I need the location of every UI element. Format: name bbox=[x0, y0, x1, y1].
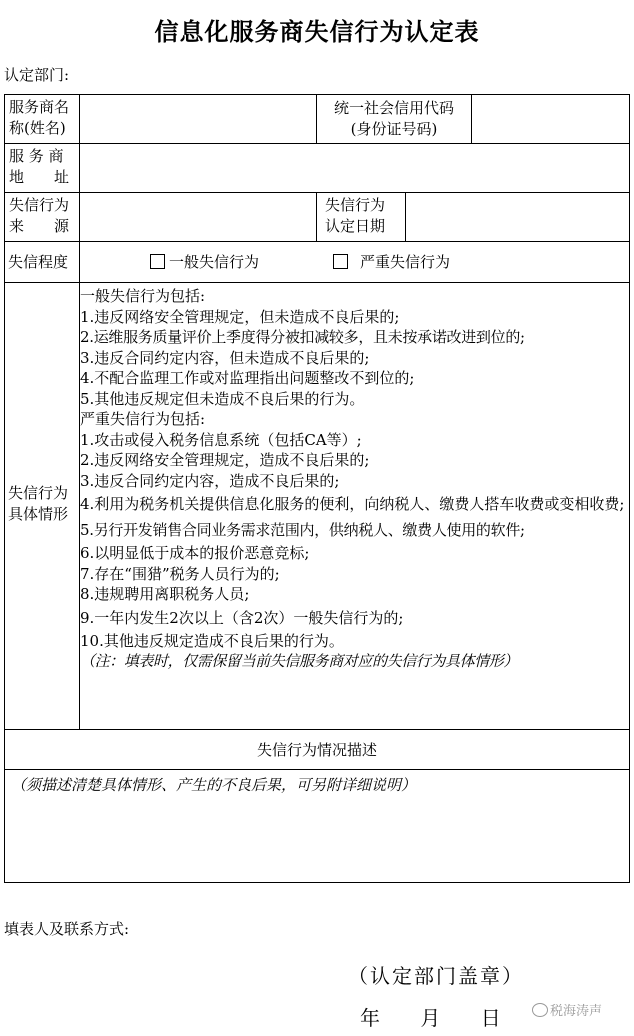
serious-item: 2.违反网络安全管理规定，造成不良后果的; bbox=[80, 451, 370, 469]
checkbox-general-box[interactable] bbox=[150, 254, 165, 269]
desc-value-cell[interactable] bbox=[4, 769, 630, 883]
degree-options-cell bbox=[79, 241, 630, 283]
date-label-line2: 认定日期 bbox=[325, 217, 386, 235]
credit-value-cell[interactable] bbox=[471, 94, 630, 144]
addr-label-cell bbox=[4, 143, 80, 193]
credit-label-cell bbox=[316, 94, 472, 144]
serious-item: 6.以明显低于成本的报价恶意竞标; bbox=[80, 544, 310, 562]
detail-label-cell bbox=[4, 282, 80, 730]
source-label-line1: 失信行为 bbox=[9, 196, 70, 214]
detail-items bbox=[80, 286, 632, 672]
name-value-cell[interactable] bbox=[79, 94, 317, 144]
degree-label-cell bbox=[4, 241, 80, 283]
date-label-line1: 失信行为 bbox=[325, 196, 386, 214]
serious-item: 10.其他违反规定造成不良后果的行为。 bbox=[80, 631, 344, 650]
date-year: 年 bbox=[360, 1006, 380, 1030]
fill-note: （注：填表时，仅需保留当前失信服务商对应的失信行为具体情形） bbox=[80, 652, 519, 670]
filler-label: 填表人及联系方式: bbox=[4, 920, 130, 938]
desc-header: 失信行为情况描述 bbox=[256, 741, 377, 759]
addr-label-line2: 地 址 bbox=[9, 168, 70, 186]
source-label-cell bbox=[4, 192, 80, 242]
name-label-cell bbox=[4, 94, 80, 144]
source-value-cell[interactable] bbox=[79, 192, 317, 242]
general-item: 5.其他违反规定但未造成不良后果的行为。 bbox=[80, 389, 365, 408]
serious-item: 3.违反合同约定内容，造成不良后果的; bbox=[80, 471, 340, 490]
checkbox-serious[interactable] bbox=[333, 242, 450, 282]
checkbox-general[interactable] bbox=[150, 242, 259, 282]
checkbox-serious-box[interactable] bbox=[333, 254, 348, 269]
source-label-line2: 来 源 bbox=[9, 217, 70, 235]
date-month: 月 bbox=[420, 1006, 441, 1030]
watermark bbox=[532, 1000, 602, 1019]
serious-item: 9.一年内发生2次以上（含2次）一般失信行为的; bbox=[80, 608, 404, 627]
serious-item: 1.攻击或侵入税务信息系统（包括CA等）; bbox=[80, 430, 362, 449]
wechat-icon bbox=[532, 1003, 548, 1017]
dept-label: 认定部门: bbox=[4, 66, 70, 84]
date-line bbox=[360, 1002, 535, 1031]
form-title: 信息化服务商失信行为认定表 bbox=[154, 18, 480, 46]
general-item: 2.运维服务质量评价上季度得分被扣减较多，且未按承诺改进到位的; bbox=[80, 328, 525, 346]
serious-item: 4.利用为税务机关提供信息化服务的便利，向纳税人、缴费人搭车收费或变相收费; bbox=[80, 495, 625, 513]
date-value-cell[interactable] bbox=[405, 192, 630, 242]
option-general-label: 一般失信行为 bbox=[169, 253, 260, 271]
detail-label-line1: 失信行为 bbox=[8, 484, 69, 502]
date-label-cell bbox=[316, 192, 406, 242]
serious-item: 7.存在“围猎”税务人员行为的; bbox=[80, 564, 280, 583]
credit-label-line1: 统一社会信用代码 bbox=[333, 99, 454, 117]
desc-header-cell bbox=[4, 729, 630, 770]
option-serious-label: 严重失信行为 bbox=[360, 253, 451, 271]
general-item: 4.不配合监理工作或对监理指出问题整改不到位的; bbox=[80, 369, 415, 387]
addr-value-cell[interactable] bbox=[79, 143, 630, 193]
date-day: 日 bbox=[480, 1006, 501, 1030]
degree-label: 失信程度 bbox=[8, 253, 69, 271]
serious-item: 8.违规聘用离职税务人员; bbox=[80, 585, 250, 603]
credit-label-line2: (身份证号码) bbox=[350, 120, 438, 138]
addr-label-line1: 服 务 商 bbox=[9, 147, 64, 165]
general-item: 1.违反网络安全管理规定，但未造成不良后果的; bbox=[80, 307, 400, 326]
watermark-text: 税海涛声 bbox=[550, 1004, 603, 1019]
serious-header: 严重失信行为包括: bbox=[80, 410, 206, 428]
name-label-line2: 称(姓名) bbox=[9, 119, 66, 137]
name-label-line1: 服务商名 bbox=[9, 98, 70, 116]
general-item: 3.违反合同约定内容，但未造成不良后果的; bbox=[80, 348, 370, 367]
serious-item: 5.另行开发销售合同业务需求范围内，供纳税人、缴费人使用的软件; bbox=[80, 521, 525, 539]
seal-label: （认定部门盖章） bbox=[348, 964, 524, 988]
detail-label-line2: 具体情形 bbox=[8, 505, 69, 523]
general-header: 一般失信行为包括: bbox=[80, 287, 206, 305]
desc-hint: （须描述清楚具体情形、产生的不良后果，可另附详细说明） bbox=[11, 776, 417, 794]
